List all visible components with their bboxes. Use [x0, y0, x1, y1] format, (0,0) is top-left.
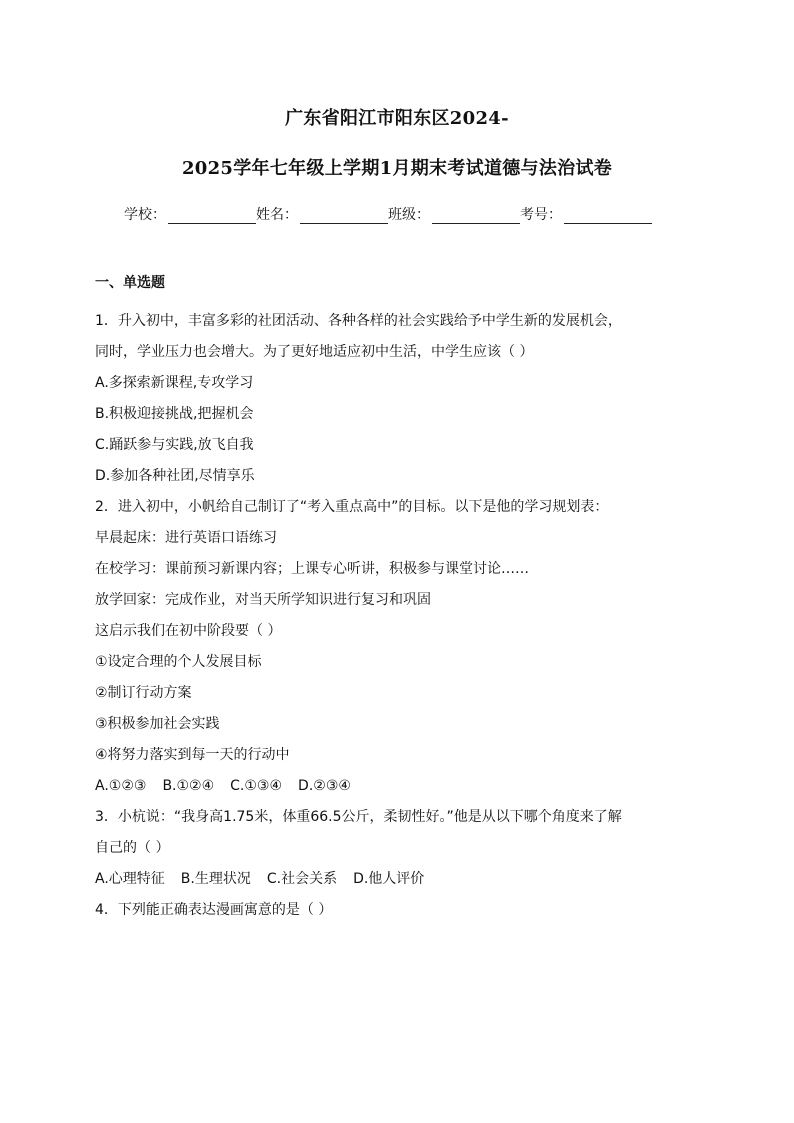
number-blank[interactable] — [564, 209, 652, 224]
school-field — [124, 204, 256, 224]
q1-option-d[interactable]: D.参加各种社团,尽情享乐 — [95, 468, 255, 484]
q3-option-c[interactable]: C.社会关系 — [266, 871, 338, 887]
q2-statement-1: ①设定合理的个人发展目标 — [95, 654, 262, 670]
name-label: 姓名： — [256, 207, 298, 223]
q3-stem-line-1: 3．小杭说：“我身高1.75米，体重66.5公斤，柔韧性好。”他是从以下哪个角度来了解 — [95, 809, 622, 825]
q2-statement-3: ③积极参加社会实践 — [95, 716, 220, 732]
q1-option-b[interactable]: B.积极迎接挑战,把握机会 — [95, 406, 254, 422]
number-label: 考号： — [520, 207, 562, 223]
q3-option-d[interactable]: D.他人评价 — [353, 871, 425, 887]
q3-stem-line-2: 自己的（ ） — [95, 840, 170, 856]
option-spacer — [251, 870, 267, 888]
option-spacer — [214, 777, 230, 795]
number-field — [520, 204, 652, 224]
exam-title-line-2: 2025学年七年级上学期1月期末考试道德与法治试卷 — [181, 158, 613, 179]
q3-option-a[interactable]: A.心理特征 — [95, 871, 165, 887]
q2-plan-school: 在校学习：课前预习新课内容；上课专心听讲，积极参与课堂讨论…… — [95, 561, 529, 577]
option-spacer — [337, 870, 353, 888]
q2-question: 这启示我们在初中阶段要（ ） — [95, 623, 282, 639]
q2-statement-2: ②制订行动方案 — [95, 685, 192, 701]
class-blank[interactable] — [432, 209, 520, 224]
class-label: 班级： — [388, 207, 430, 223]
q2-plan-home: 放学回家：完成作业，对当天所学知识进行复习和巩固 — [95, 592, 431, 608]
q3-option-b[interactable]: B.生理状况 — [180, 871, 251, 887]
school-label: 学校： — [124, 207, 166, 223]
class-field — [388, 204, 520, 224]
q2-option-c[interactable]: C.①③④ — [230, 778, 283, 794]
student-info-row — [124, 204, 684, 224]
q1-option-a[interactable]: A.多探索新课程,专攻学习 — [95, 375, 254, 391]
exam-title-line-1: 广东省阳江市阳东区2024- — [285, 108, 509, 129]
name-blank[interactable] — [300, 209, 388, 224]
name-field — [256, 204, 388, 224]
q3-options-row — [95, 870, 424, 888]
q1-stem-line-1: 1．升入初中，丰富多彩的社团活动、各种各样的社会实践给予中学生新的发展机会， — [95, 313, 622, 329]
q2-stem: 2．进入初中，小帆给自己制订了“考入重点高中”的目标。以下是他的学习规划表： — [95, 499, 609, 515]
option-spacer — [165, 870, 181, 888]
q1-stem-line-2: 同时，学业压力也会增大。为了更好地适应初中生活，中学生应该（ ） — [95, 344, 534, 360]
q1-option-c[interactable]: C.踊跃参与实践,放飞自我 — [95, 437, 254, 453]
q2-option-b[interactable]: B.①②④ — [162, 778, 215, 794]
school-blank[interactable] — [168, 209, 256, 224]
option-spacer — [282, 777, 298, 795]
q2-option-a[interactable]: A.①②③ — [95, 778, 147, 794]
q2-option-d[interactable]: D.②③④ — [298, 778, 351, 794]
section-heading: 一、单选题 — [95, 275, 165, 291]
q2-options-row — [95, 777, 351, 795]
q2-statement-4: ④将努力落实到每一天的行动中 — [95, 747, 290, 763]
q4-stem: 4．下列能正确表达漫画寓意的是（ ） — [95, 902, 333, 918]
q2-plan-morning: 早晨起床：进行英语口语练习 — [95, 530, 277, 546]
option-spacer — [146, 777, 162, 795]
